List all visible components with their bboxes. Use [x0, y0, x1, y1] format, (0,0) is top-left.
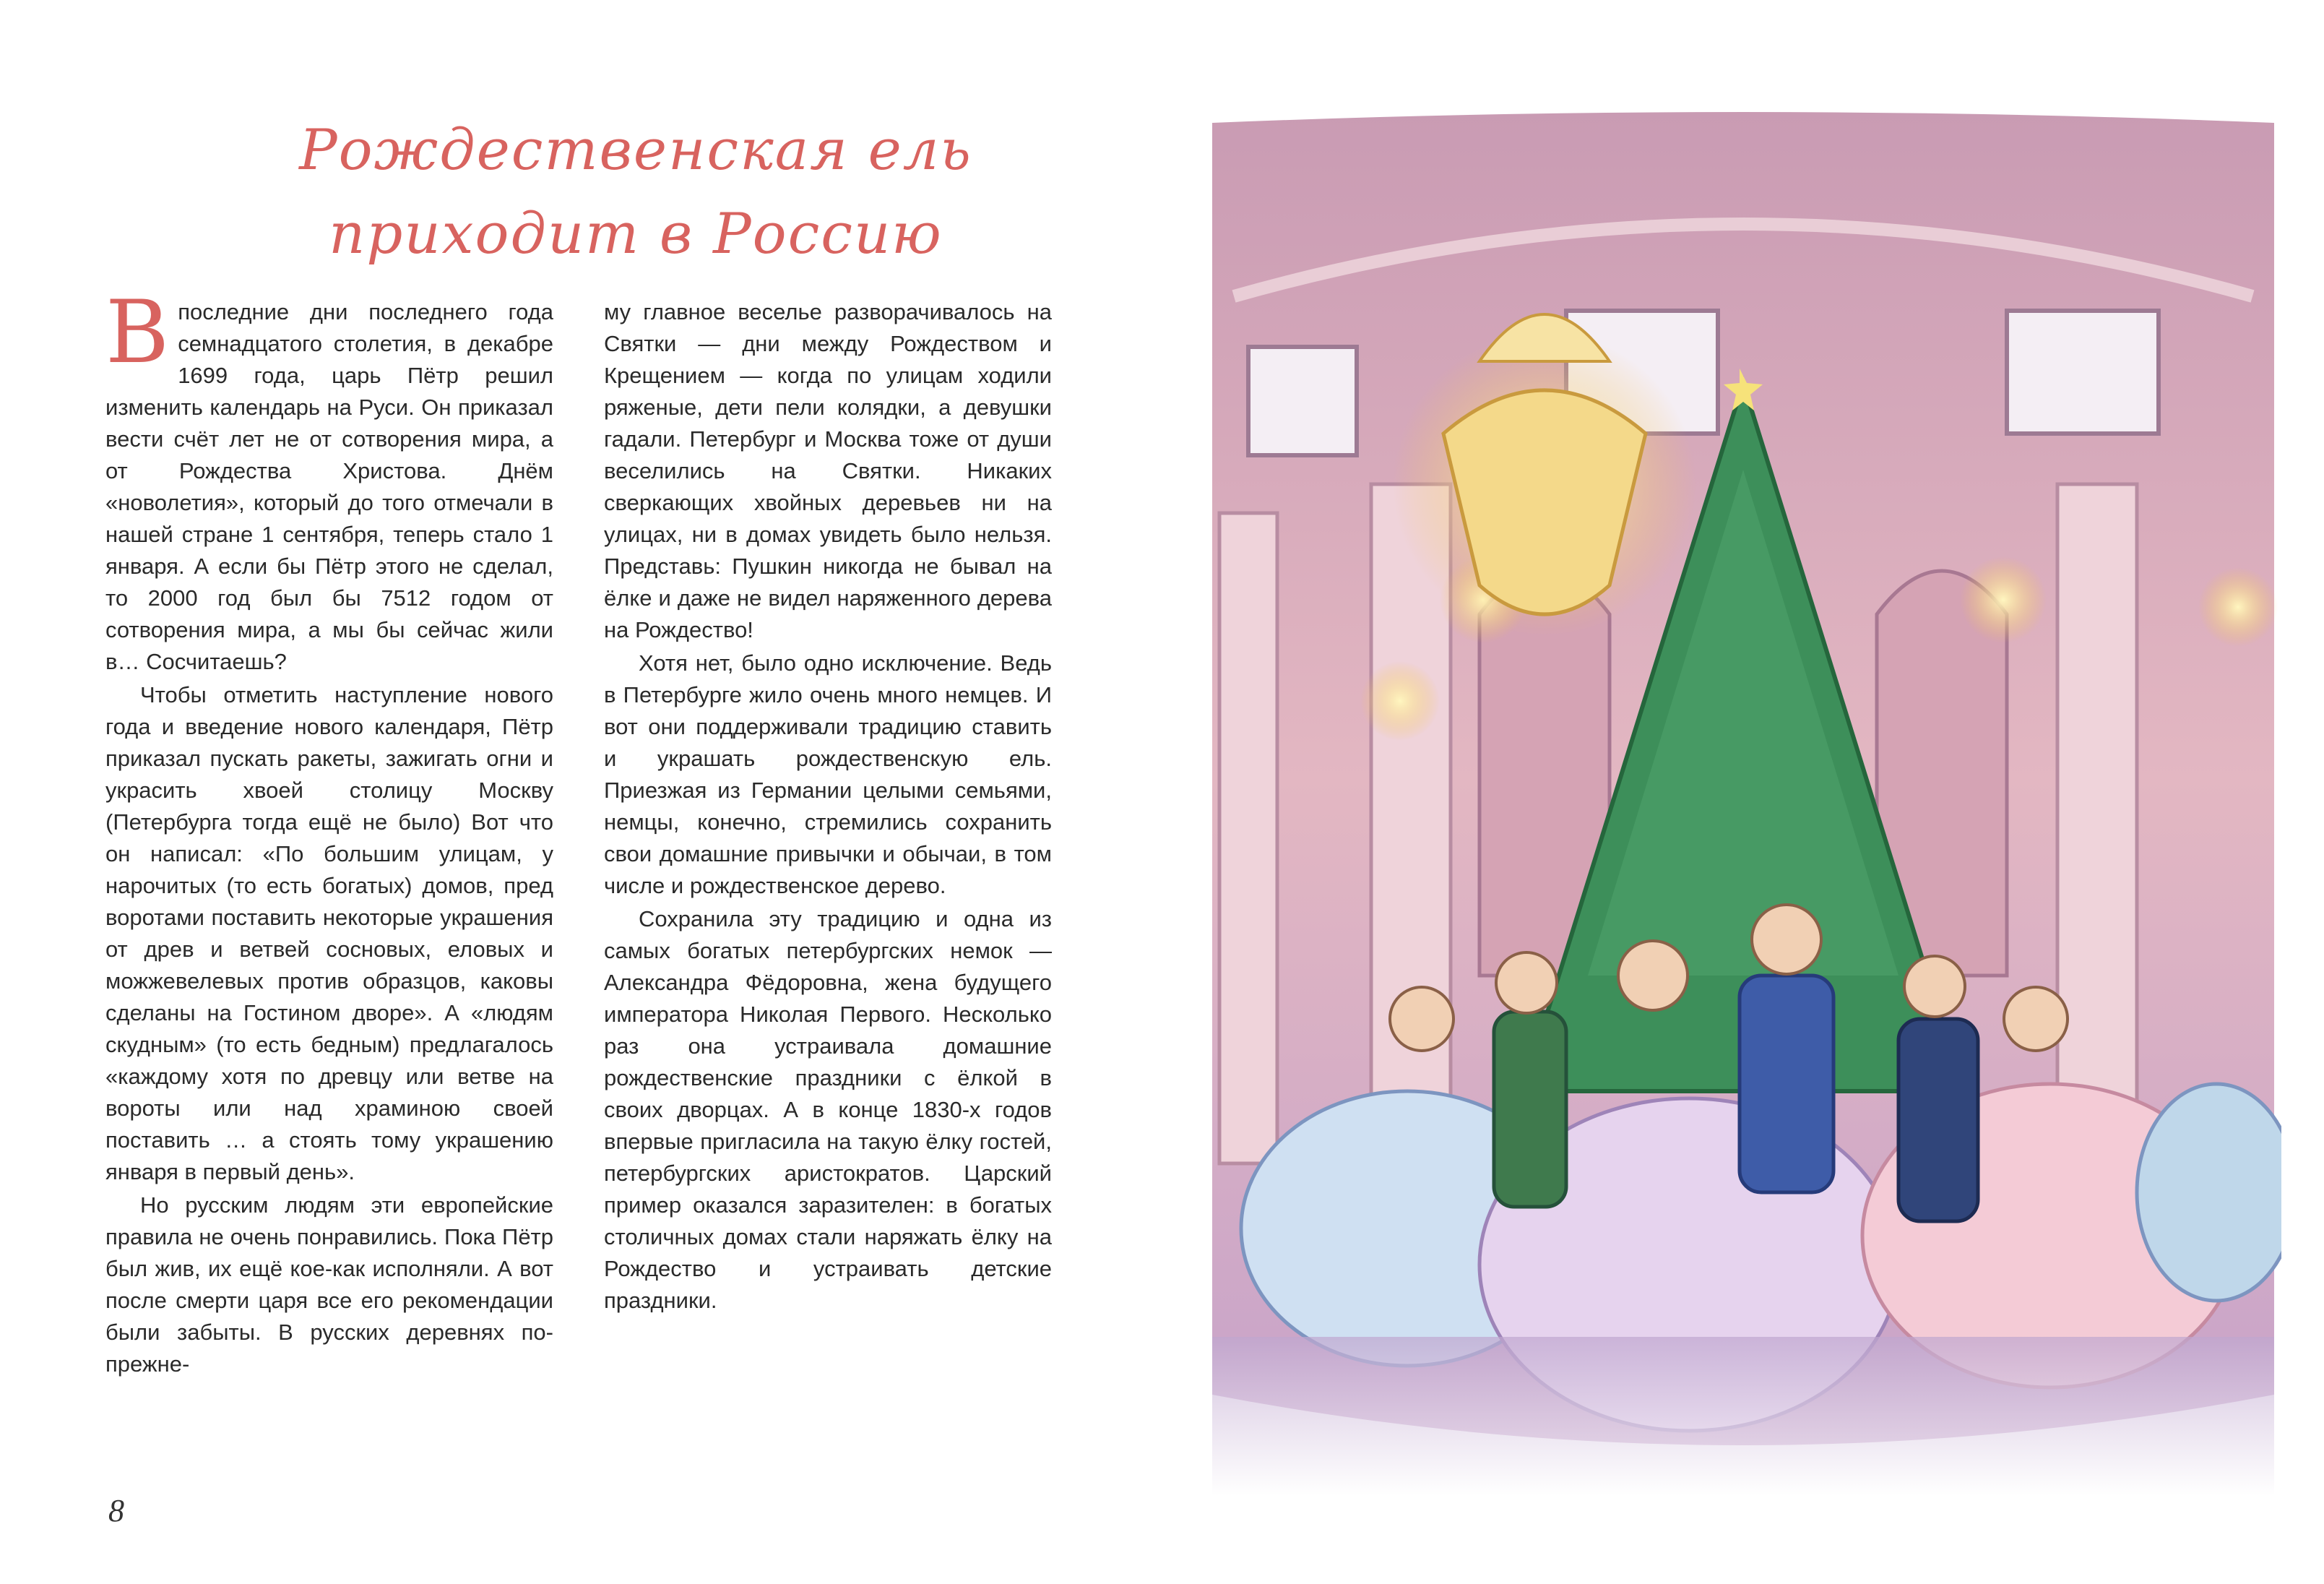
page-number: 8: [108, 1493, 124, 1528]
paragraph-5: Хотя нет, было одно исключение. Ведь в Петербурге жило очень много немцев. И вот они поддерживали традицию ставить и украшать рождественскую ель. Приезжая из Германии целыми семьями, немцы, конечно, стремились сохранить свои домашние привычки и обычаи, в том числе и рождественское дерево.: [604, 650, 1052, 898]
floor: [1212, 1337, 2274, 1496]
page-title: [253, 108, 1019, 276]
ballroom-illustration: [1205, 108, 2281, 1496]
title-line-1: Рождественская ель: [299, 118, 972, 183]
paragraph-1: [105, 283, 553, 678]
left-text-column: [105, 283, 553, 1382]
paragraph-1-text: последние дни последнего года семнадцатого столетия, в декабре 1699 года, царь Пётр решил изменить календарь на Руси. Он приказал вести счёт лет не от сотворения мира, а от Рождества Христова. Днём «новолетия», который до того отмечали в нашей стране 1 сентября, теперь стало 1 января. А если бы Пётр этого не сделал, то 2000 год был бы 7512 годом от сотворения мира, а мы бы сейчас жили в… Сосчитаешь?: [105, 299, 553, 674]
ballroom-illustration-svg: [1205, 108, 2281, 1496]
paragraph-6: Сохранила эту традицию и одна из самых богатых петербургских немок — Александра Фёдоровна, жена будущего императора Николая Первого. Несколько раз она устраивала домашние рождественские праздники с ёлкой в своих дворцах. А в конце 1830-х годов впервые пригласила на такую ёлку гостей, петербургских аристократов. Царский пример оказался заразителен: в богатых столичных домах стали наряжать ёлку на Рождество и устраивать детские праздники.: [604, 906, 1052, 1313]
right-text-column: [604, 296, 1052, 1318]
drop-cap: В: [105, 283, 170, 383]
paragraph-4: му главное веселье разворачивалось на Святки — дни между Рождеством и Крещением — когда по улицам ходили ряженые, дети пели колядки, а девушки гадали. Петербург и Москва тоже от души веселились на Святки. Никаких сверкающих хвойных деревьев ни на улицах, ни в домах увидеть было нельзя. Представь: Пушкин никогда не бывал на ёлке и даже не видел наряженного дерева на Рождество!: [604, 299, 1052, 642]
paragraph-2: Чтобы отметить наступление нового года и введение нового календаря, Пётр приказал пускать ракеты, зажигать огни и украсить хвоей столицу Москву (Петербурга тогда ещё не было) Вот что он написал: «По большим улицам, у нарочитых (то есть богатых) домов, пред воротами поставить некоторые украшения от древ и ветвей сосновых, еловых и можжевелевых против образцов, каковы сделаны на Гостином дворе». А «людям скудным» (то есть бедным) предлагалось «каждому хотя по древцу или ветве на вороты или над храминою своей поставить … а стоять тому украшению января в первый день».: [105, 682, 553, 1184]
title-line-2: приходит в Россию: [329, 202, 943, 267]
paragraph-3: Но русским людям эти европейские правила не очень понравились. Пока Пётр был жив, их ещё кое-как исполняли. А вот после смерти царя все его рекомендации были забыты. В русских деревнях по-прежне-: [105, 1192, 553, 1377]
